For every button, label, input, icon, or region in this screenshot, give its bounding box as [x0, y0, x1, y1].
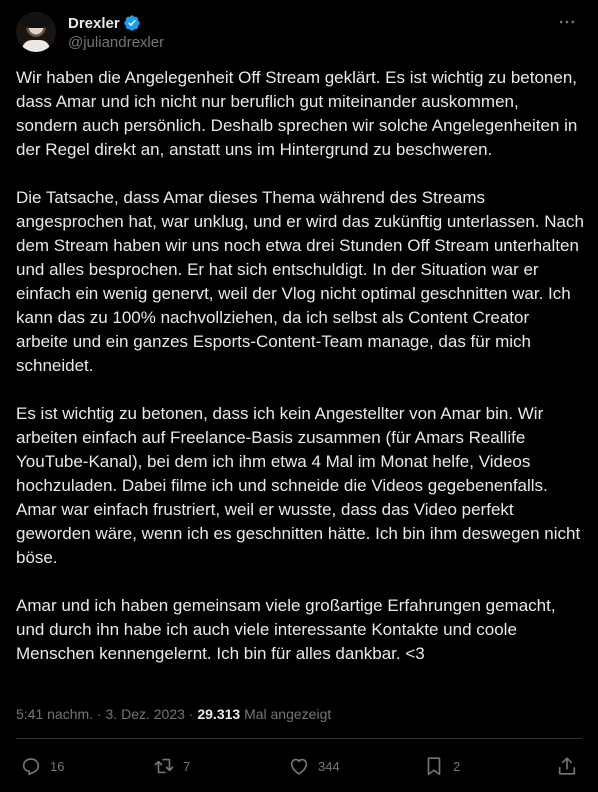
- reply-button[interactable]: [20, 752, 64, 780]
- display-name[interactable]: Drexler: [68, 14, 120, 32]
- tweet-text: [16, 66, 584, 666]
- views-label: Mal angezeigt: [240, 706, 332, 722]
- tweet-meta: [16, 706, 331, 722]
- share-button[interactable]: [556, 752, 578, 780]
- tweet-paragraph: Wir haben die Angelegenheit Off Stream geklärt. Es ist wichtig zu betonen, dass Amar und ich nicht nur beruflich gut miteinander auskommen, sondern auch persönlich. Deshalb sprechen wir solche Angelegenheiten in der Regel direkt an, anstatt uns im Hintergrund zu beschweren.: [16, 68, 578, 159]
- tweet-date[interactable]: 3. Dez. 2023: [105, 706, 185, 722]
- views-count[interactable]: 29.313: [197, 706, 241, 722]
- action-bar: [16, 752, 582, 780]
- display-name-row: [68, 13, 164, 33]
- author-block: [68, 13, 164, 51]
- retweet-count: 7: [183, 758, 191, 774]
- like-count: 344: [318, 758, 340, 774]
- divider: [16, 738, 582, 739]
- meta-separator: ·: [93, 706, 106, 722]
- reply-icon: [20, 755, 42, 777]
- more-button[interactable]: [552, 12, 582, 32]
- more-icon: [557, 12, 577, 32]
- reply-count: 16: [50, 758, 65, 774]
- verified-icon[interactable]: [123, 14, 141, 32]
- share-icon: [556, 755, 578, 777]
- like-button[interactable]: [288, 752, 340, 780]
- bookmark-icon: [423, 755, 445, 777]
- tweet-header: [16, 12, 582, 56]
- retweet-button[interactable]: [153, 752, 190, 780]
- like-icon: [288, 755, 310, 777]
- handle[interactable]: @juliandrexler: [68, 34, 165, 51]
- bookmark-count: 2: [453, 758, 461, 774]
- bookmark-button[interactable]: [423, 752, 460, 780]
- avatar[interactable]: [16, 12, 56, 52]
- tweet-paragraph: Amar und ich haben gemeinsam viele großartige Erfahrungen gemacht, und durch ihn habe ich auch viele interessante Kontakte und coole Menschen kennengelernt. Ich bin für alles dankbar. <3: [16, 596, 556, 663]
- tweet-paragraph: Die Tatsache, dass Amar dieses Thema während des Streams angesprochen hat, war unklug, und er wird das zukünftig unterlassen. Nach dem Stream haben wir uns noch etwa drei Stunden Off Stream unterhalten und alles besprochen. Er hat sich entschuldigt. In der Situation war er einfach ein wenig genervt, weil der Vlog nicht optimal geschnitten war. Ich kann das zu 100% nachvollziehen, da ich selbst als Content Creator arbeite und ein ganzes Esports-Content-Team manage, das für mich schneidet.: [16, 188, 584, 375]
- tweet-paragraph: Es ist wichtig zu betonen, dass ich kein Angestellter von Amar bin. Wir arbeiten einfach auf Freelance-Basis zusammen (für Amars Reallife YouTube-Kanal), bei dem ich ihm etwa 4 Mal im Monat helfe, Videos hochzuladen. Dabei filme ich und schneide die Videos gegebenenfalls. Amar war einfach frustriert, weil er wusste, dass das Video perfekt geworden wäre, wenn ich es geschnitten hätte. Ich bin ihm deswegen nicht böse.: [16, 404, 581, 567]
- meta-separator: ·: [184, 706, 198, 722]
- retweet-icon: [153, 755, 175, 777]
- tweet-time[interactable]: 5:41 nachm.: [16, 706, 94, 722]
